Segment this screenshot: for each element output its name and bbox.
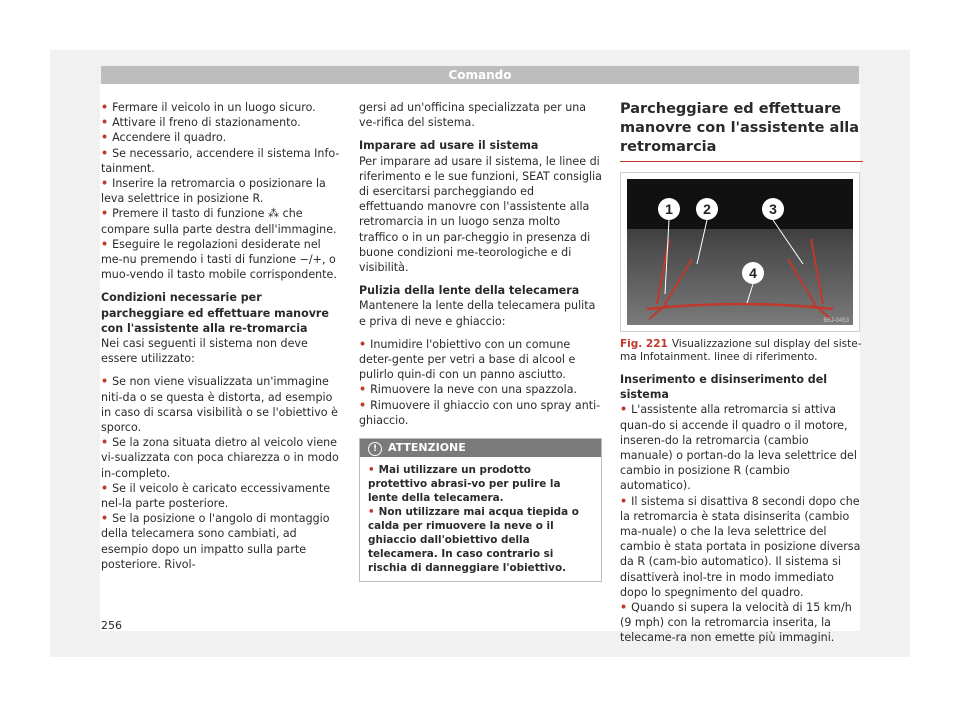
- warning-icon: !: [368, 442, 382, 456]
- list-item: • Fermare il veicolo in un luogo sicuro.: [101, 101, 316, 114]
- rear-camera-image: [627, 179, 853, 325]
- figure-code: B6J-0453: [823, 318, 849, 324]
- subheading: Pulizia della lente della telecamera: [359, 284, 580, 298]
- list-item: • Se necessario, accendere il sistema Info-tainment.: [101, 146, 340, 175]
- svg-text:1: 1: [665, 201, 673, 217]
- list-item: • Attivare il freno di stazionamento.: [101, 116, 301, 130]
- list-item: • Se il veicolo è caricato eccessivamente nel-la parte posteriore.: [101, 481, 331, 511]
- paragraph: Nei casi seguenti il sistema non deve essere utilizzato:: [101, 337, 308, 366]
- title-underline: [620, 161, 863, 162]
- column-middle: [359, 100, 602, 582]
- list-item: • Quando si supera la velocità di 15 km/h (9 mph) con la retromarcia inserita, la telecame-ra non emette più immagini.: [620, 601, 852, 645]
- svg-text:4: 4: [749, 265, 757, 281]
- figure: [620, 172, 860, 332]
- list-item: • Inumidire l'obiettivo con un comune deter-gente per vetri a base di alcool e pulirlo quin-di con un panno asciutto.: [359, 337, 576, 382]
- paragraph: Mantenere la lente della telecamera pulita e priva di neve e ghiaccio:: [359, 299, 596, 328]
- subheading: Imparare ad usare il sistema: [359, 139, 539, 153]
- list-item: • Il sistema si disattiva 8 secondi dopo che la retromarcia è stata disinserita (cambio ma-nuale) o che la leva selettrice del cambio è stata portata in posizione diversa da R (cam-bio automatico). Il sistema si disattiverà inol-tre in modo immediato dopo lo spegnimento del quadro.: [620, 494, 861, 599]
- list-item: • Inserire la retromarcia o posizionare la leva selettrice in posizione R.: [101, 177, 326, 206]
- warning-header: ! ATTENZIONE: [360, 439, 601, 457]
- list-item: • Rimuovere il ghiaccio con uno spray anti-ghiaccio.: [359, 398, 601, 427]
- warning-box: [359, 438, 602, 582]
- column-right: [620, 100, 863, 646]
- list-item: • Mai utilizzare un prodotto protettivo abrasi-vo per pulire la lente della telecamera.: [368, 464, 561, 505]
- section-header: Comando: [101, 66, 859, 84]
- svg-text:3: 3: [769, 201, 777, 217]
- paragraph: Per imparare ad usare il sistema, le linee di riferimento e le sue funzioni, SEAT consiglia di esercitarsi parcheggiando ed effettuando manovre con l'assistente alla retromarcia in un luogo senza molto traffico o in un par-cheggio in presenza di buone condizioni me-teorologiche e di visibilità.: [359, 154, 602, 275]
- list-item: • Se la posizione o l'angolo di montaggio della telecamera sono cambiati, ad esempio dopo un impatto sulla parte posteriore. Rivol-: [101, 512, 330, 571]
- page-number: 256: [101, 619, 122, 632]
- subheading: Inserimento e disinserimento del sistema: [620, 373, 828, 402]
- column-left: [101, 100, 344, 572]
- subheading: Condizioni necessarie per parcheggiare ed effettuare manovre con l'assistente alla re-tromarcia: [101, 291, 329, 335]
- list-item: • Premere il tasto di funzione ⁂ che compare sulla parte destra dell'immagine.: [101, 207, 337, 236]
- paragraph: gersi ad un'officina specializzata per una ve-rifica del sistema.: [359, 101, 587, 130]
- list-item: • Rimuovere la neve con una spazzola.: [359, 383, 578, 397]
- list-item: • Non utilizzare mai acqua tiepida o calda per rimuovere la neve o il ghiaccio dall'obiettivo della telecamera. In caso contrario si rischia di danneggiare l'obiettivo.: [368, 506, 579, 575]
- svg-text:2: 2: [703, 201, 711, 217]
- list-item: • Se la zona situata dietro al veicolo viene vi-sualizzata con poca chiarezza o in modo in-completo.: [101, 436, 339, 480]
- list-item: • Accendere il quadro.: [101, 131, 227, 145]
- list-item: • L'assistente alla retromarcia si attiva quan-do si accende il quadro o il motore, inseren-do la retromarcia (cambio manuale) o portan-do la leva selettrice del cambio in posizione R (cambio automatico).: [620, 403, 857, 493]
- list-item: • Eseguire le regolazioni desiderate nel me-nu premendo i tasti di funzione −/+, o muo-vendo il tasto mobile corrispondente.: [101, 237, 337, 282]
- figure-caption: Fig. 221 Visualizzazione sul display del siste-ma Infotainment. linee di riferimento.: [620, 338, 862, 363]
- list-item: • Se non viene visualizzata un'immagine niti-da o se questa è distorta, ad esempio in caso di scarsa visibilità o se l'obiettivo è sporco.: [101, 375, 338, 435]
- section-title: Parcheggiare ed effettuare manovre con l'assistente alla retromarcia: [620, 101, 860, 155]
